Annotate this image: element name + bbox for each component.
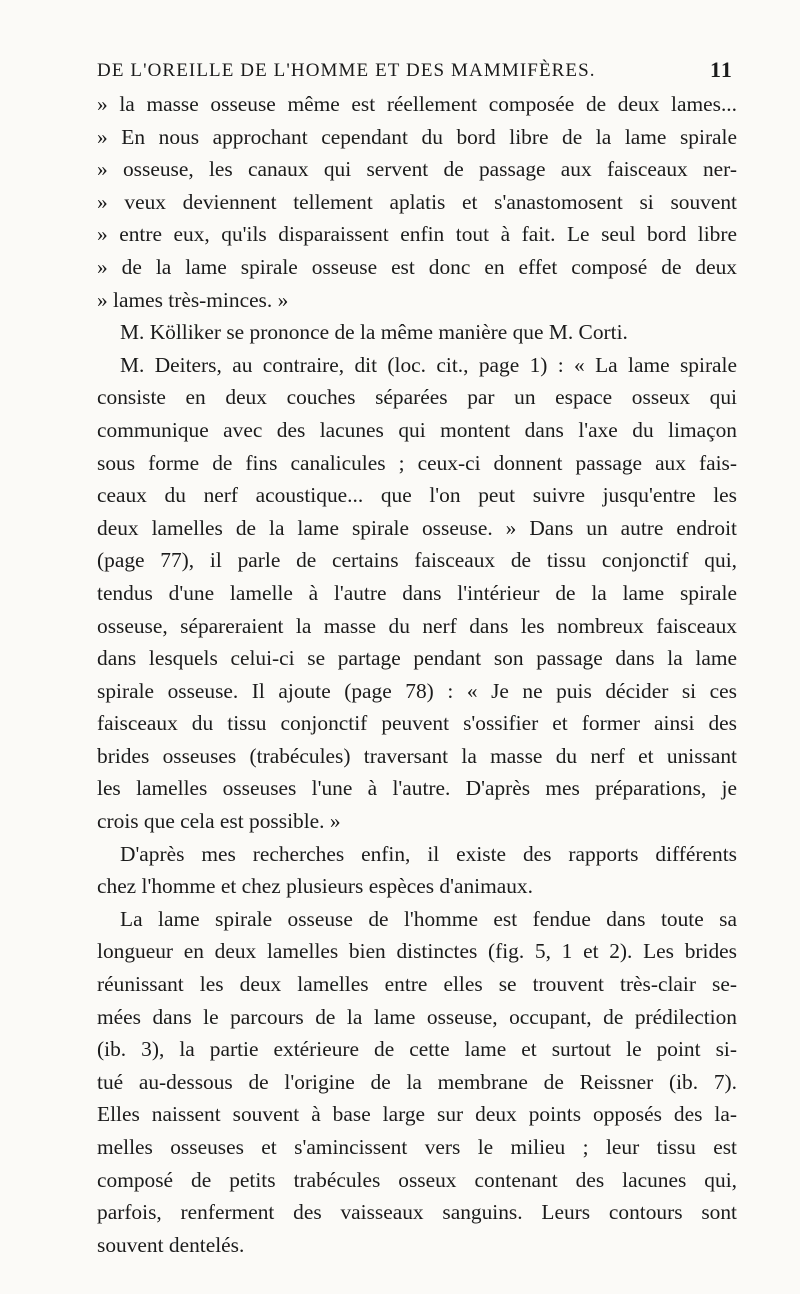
text-line: crois que cela est possible. » xyxy=(97,809,341,834)
text-line: La lame spirale osseuse de l'homme est fendue dans toute sa xyxy=(120,906,737,931)
running-title: DE L'OREILLE DE L'HOMME ET DES MAMMIFÈRES. xyxy=(97,60,596,81)
text-line: brides osseuses (trabécules) traversant la masse du nerf et unissant xyxy=(97,743,737,768)
text-line: » En nous approchant cependant du bord libre de la lame spirale xyxy=(97,124,737,149)
text-line: longueur en deux lamelles bien distinctes (fig. 5, 1 et 2). Les brides xyxy=(97,939,737,964)
text-line: (ib. 3), la partie extérieure de cette lame et surtout le point si- xyxy=(97,1037,737,1062)
text-line: consiste en deux couches séparées par un espace osseux qui xyxy=(97,385,737,410)
text-line: ceaux du nerf acoustique... que l'on peut suivre jusqu'entre les xyxy=(97,483,737,508)
text-line: faisceaux du tissu conjonctif peuvent s'ossifier et former ainsi des xyxy=(97,711,737,736)
text-line: M. Deiters, au contraire, dit (loc. cit., page 1) : « La lame spirale xyxy=(120,352,737,377)
text-line: réunissant les deux lamelles entre elles se trouvent très-clair se- xyxy=(97,972,737,997)
text-line: » osseuse, les canaux qui servent de passage aux faisceaux ner- xyxy=(97,157,737,182)
text-line: spirale osseuse. Il ajoute (page 78) : « Je ne puis décider si ces xyxy=(97,678,737,703)
body-text xyxy=(97,88,737,1261)
text-line: D'après mes recherches enfin, il existe des rapports différents xyxy=(120,841,737,866)
text-line: dans lesquels celui-ci se partage pendant son passage dans la lame xyxy=(97,646,737,671)
text-line: osseuse, sépareraient la masse du nerf dans les nombreux faisceaux xyxy=(97,613,737,638)
text-line: » entre eux, qu'ils disparaissent enfin tout à fait. Le seul bord libre xyxy=(97,222,737,247)
text-line: Elles naissent souvent à base large sur deux points opposés des la- xyxy=(97,1102,737,1127)
text-line: » veux deviennent tellement aplatis et s'anastomosent si souvent xyxy=(97,189,737,214)
text-line: melles osseuses et s'amincissent vers le milieu ; leur tissu est xyxy=(97,1135,737,1159)
text-line: mées dans le parcours de la lame osseuse, occupant, de prédilection xyxy=(97,1004,737,1029)
text-line: tué au-dessous de l'origine de la membrane de Reissner (ib. 7). xyxy=(97,1069,737,1094)
page-number: 11 xyxy=(710,57,733,82)
page-header xyxy=(97,57,733,88)
text-line: les lamelles osseuses l'une à l'autre. D'après mes préparations, je xyxy=(97,776,737,801)
text-line: souvent dentelés. xyxy=(97,1232,245,1257)
text-line: » de la lame spirale osseuse est donc en effet composé de deux xyxy=(97,254,737,279)
text-line: » lames très-minces. » xyxy=(97,287,289,312)
text-line: tendus d'une lamelle à l'autre dans l'intérieur de la lame spirale xyxy=(97,580,737,605)
text-line: sous forme de fins canalicules ; ceux-ci donnent passage aux fais- xyxy=(97,450,737,475)
text-line: deux lamelles de la lame spirale osseuse. » Dans un autre endroit xyxy=(97,515,737,540)
text-line: composé de petits trabécules osseux contenant des lacunes qui, xyxy=(97,1167,737,1192)
text-line: parfois, renferment des vaisseaux sanguins. Leurs contours sont xyxy=(97,1200,737,1225)
text-line: (page 77), il parle de certains faisceaux de tissu conjonctif qui, xyxy=(97,548,737,573)
text-line: » la masse osseuse même est réellement composée de deux lames... xyxy=(97,92,737,116)
text-line: chez l'homme et chez plusieurs espèces d'animaux. xyxy=(97,874,533,899)
text-line: communique avec des lacunes qui montent dans l'axe du limaçon xyxy=(97,417,737,442)
text-line: M. Kölliker se prononce de la même manière que M. Corti. xyxy=(120,320,628,345)
